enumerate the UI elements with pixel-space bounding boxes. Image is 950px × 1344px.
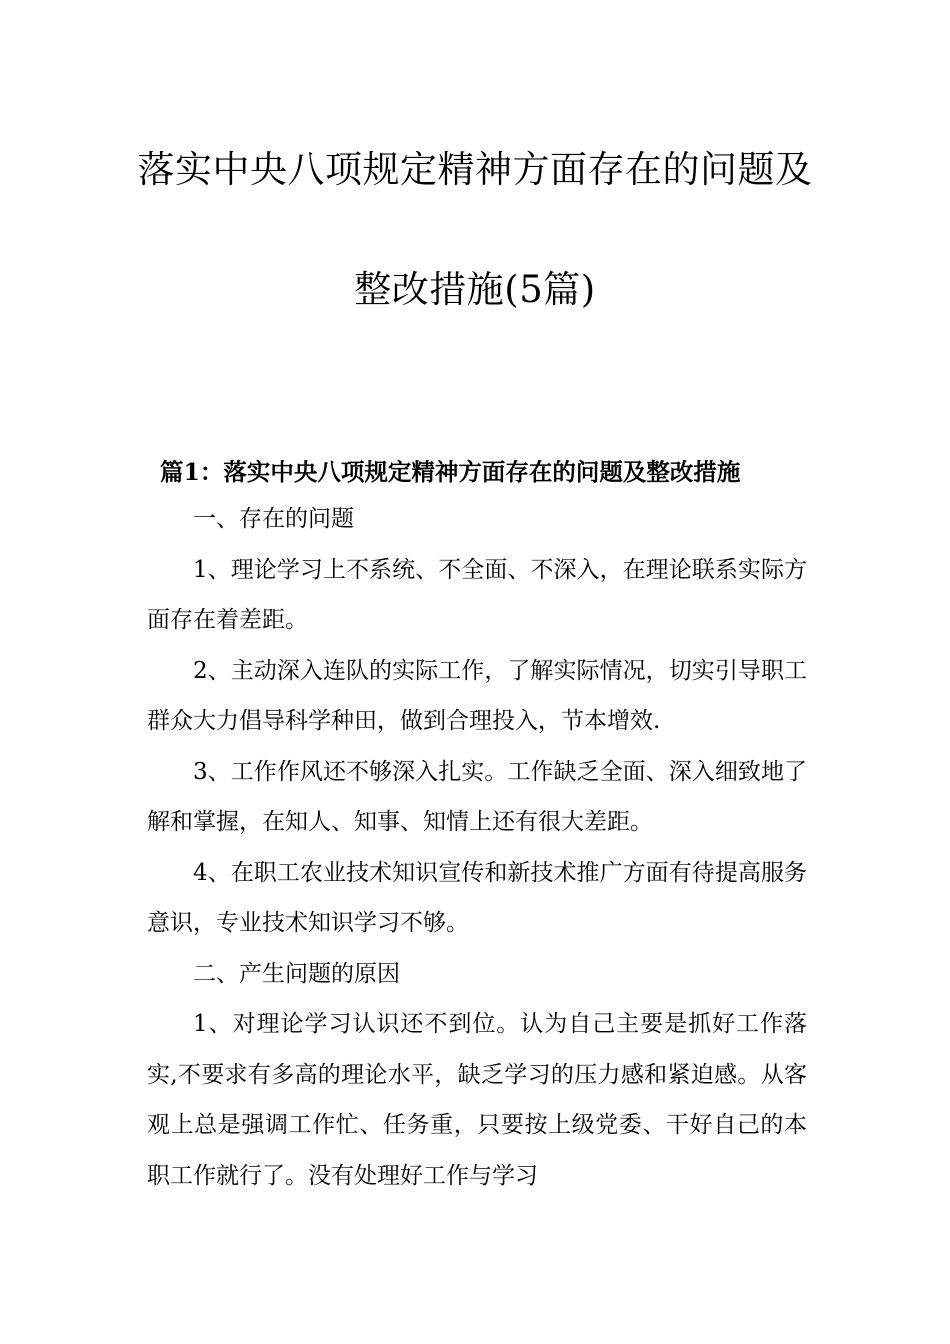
section-heading-problems: 一、存在的问题 [193, 506, 354, 532]
document-title-line-2: 整改措施(5篇) [354, 268, 596, 311]
paragraph: 2、主动深入连队的实际工作，了解实际情况，切实引导职工群众大力倡导科学种田，做到合理投入，节本增效. [147, 657, 807, 734]
chapter-heading: 篇1：落实中央八项规定精神方面存在的问题及整改措施 [160, 458, 741, 486]
paragraph: 4、在职工农业技术知识宣传和新技术推广方面有待提高服务意识，专业技术知识学习不够。 [147, 859, 807, 936]
section-heading-causes: 二、产生问题的原因 [193, 960, 400, 987]
paragraph: 3、工作作风还不够深入扎实。工作缺乏全面、深入细致地了解和掌握，在知人、知事、知情上还有很大差距。 [147, 758, 807, 835]
document-title-line-1: 落实中央八项规定精神方面存在的问题及 [137, 148, 813, 191]
paragraph: 1、对理论学习认识还不到位。认为自己主要是抓好工作落实,不要求有多高的理论水平，缺乏学习的压力感和紧迫感。从客观上总是强调工作忙、任务重，只要按上级党委、干好自己的本职工作就行了。没有处理好工作与学习 [147, 1011, 807, 1189]
paragraph: 1、理论学习上不系统、不全面、不深入，在理论联系实际方面存在着差距。 [147, 556, 807, 633]
document-body [147, 494, 807, 1201]
